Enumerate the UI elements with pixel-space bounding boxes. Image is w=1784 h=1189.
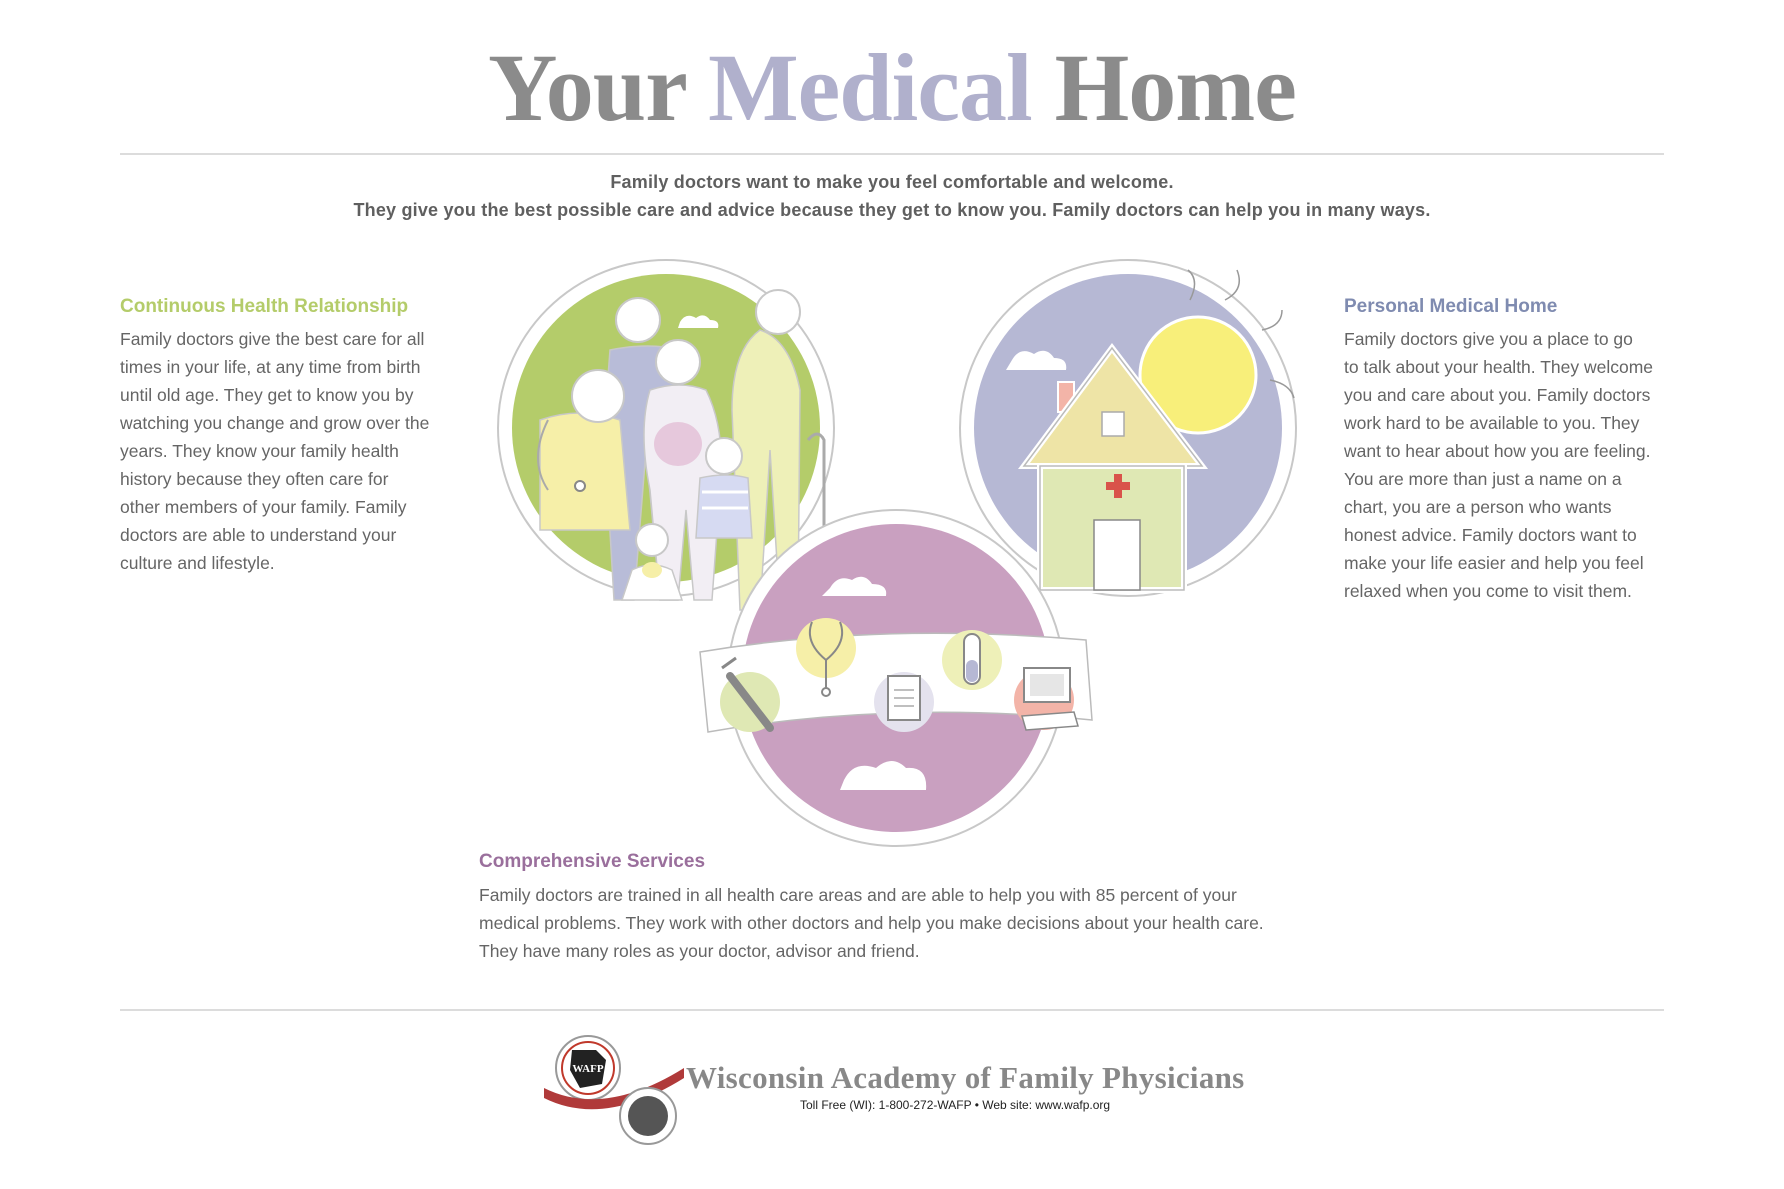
comprehensive-line: They have many roles as your doctor, advisor and friend.: [479, 941, 920, 961]
continuous-line: times in your life, at any time from birth: [120, 357, 421, 377]
logo-text: WAFP: [572, 1063, 604, 1075]
wafp-logo: [540, 1028, 690, 1148]
continuous-line: other members of your family. Family: [120, 497, 407, 517]
title-word-home: Home: [1054, 34, 1296, 141]
comprehensive-body: [479, 881, 1379, 965]
comprehensive-section: [479, 851, 1379, 965]
continuous-line: culture and lifestyle.: [120, 553, 275, 573]
personal-line: want to hear about how you are feeling.: [1344, 441, 1651, 461]
personal-line: honest advice. Family doctors want to: [1344, 525, 1637, 545]
continuous-line: until old age. They get to know you by: [120, 385, 414, 405]
personal-line: relaxed when you come to visit them.: [1344, 581, 1632, 601]
personal-line: Family doctors give you a place to go: [1344, 329, 1633, 349]
personal-line: make your life easier and help you feel: [1344, 553, 1644, 573]
title-word-medical: Medical: [708, 34, 1032, 141]
personal-heading: Personal Medical Home: [1344, 296, 1558, 317]
personal-line: chart, you are a person who wants: [1344, 497, 1612, 517]
intro-line-1: Family doctors want to make you feel comfortable and welcome.: [610, 172, 1174, 192]
continuous-line: Family doctors give the best care for all: [120, 329, 425, 349]
medical-house-illustration: [960, 260, 1296, 596]
personal-line: You are more than just a name on a: [1344, 469, 1622, 489]
intro-line-2: They give you the best possible care and advice because they get to know you. Family doctors can help you in many ways.: [353, 200, 1431, 220]
org-name: Wisconsin Academy of Family Physicians: [686, 1060, 1245, 1095]
title-word-your: Your: [488, 34, 686, 141]
personal-line: to talk about your health. They welcome: [1344, 357, 1654, 377]
comprehensive-line: medical problems. They work with other doctors and help you make decisions about your health care.: [479, 913, 1264, 933]
comprehensive-heading: Comprehensive Services: [479, 851, 706, 872]
contact-info: Toll Free (WI): 1-800-272-WAFP • Web site: www.wafp.org: [800, 1098, 1111, 1112]
personal-line: you and care about you. Family doctors: [1344, 385, 1651, 405]
personal-line: work hard to be available to you. They: [1344, 413, 1640, 433]
continuous-heading: Continuous Health Relationship: [120, 296, 409, 317]
continuous-line: history because they often care for: [120, 469, 389, 489]
continuous-line: years. They know your family health: [120, 441, 399, 461]
continuous-line: doctors are able to understand your: [120, 525, 397, 545]
bottom-divider: [120, 1009, 1664, 1011]
continuous-line: watching you change and grow over the: [120, 413, 430, 433]
comprehensive-line: Family doctors are trained in all health care areas and are able to help you with 85 percent of your: [479, 885, 1237, 905]
